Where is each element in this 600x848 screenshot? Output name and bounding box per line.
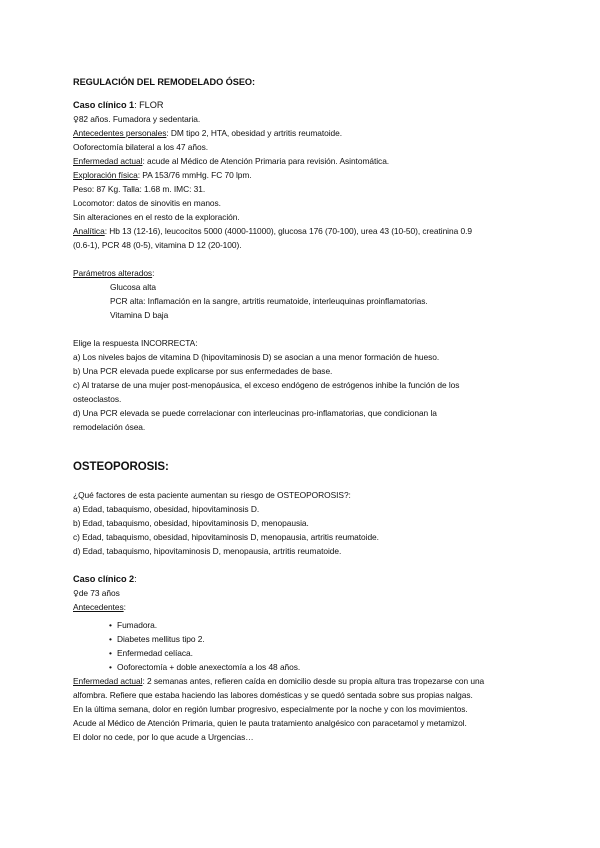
case1-heading-rest: : FLOR — [134, 100, 164, 110]
bullet-text: Ooforectomía + doble anexectomía a los 48 años. — [117, 662, 301, 672]
case1-age-text: 82 años. Fumadora y sedentaria. — [78, 114, 201, 124]
case2-antecedentes-label: Antecedentes — [73, 602, 124, 612]
exploracion-label: Exploración física — [73, 170, 138, 180]
case2-age-text: de 73 años — [78, 588, 120, 598]
page-title: REGULACIÓN DEL REMODELADO ÓSEO: — [73, 77, 256, 87]
question1-option-c-cont: osteoclastos. — [73, 394, 122, 404]
bullet-text: Diabetes mellitus tipo 2. — [117, 634, 205, 644]
osteoporosis-option-d: d) Edad, tabaquismo, hipovitaminosis D, menopausia, artritis reumatoide. — [73, 546, 342, 556]
case2-bullet-item — [109, 662, 300, 673]
osteoporosis-option-b: b) Edad, tabaquismo, obesidad, hipovitaminosis D, menopausia. — [73, 518, 309, 528]
bullet-icon: • — [109, 662, 112, 672]
case2-heading-colon: : — [134, 574, 137, 584]
bullet-icon: • — [109, 620, 112, 630]
case1-analitica — [73, 226, 472, 237]
female-symbol-icon: ♀ — [73, 589, 79, 598]
case2-antecedentes-colon: : — [123, 602, 126, 612]
parametro-item: PCR alta: Inflamación en la sangre, artritis reumatoide, interleuquinas proinflamatorias. — [110, 296, 428, 306]
female-symbol-icon: ♀ — [73, 115, 79, 124]
case2-bullet-item — [109, 620, 157, 631]
bullet-text: Enfermedad celíaca. — [117, 648, 193, 658]
case2-enfermedad — [73, 676, 484, 687]
osteoporosis-option-a: a) Edad, tabaquismo, obesidad, hipovitaminosis D. — [73, 504, 260, 514]
case1-heading-bold: Caso clínico 1 — [73, 100, 135, 110]
case1-heading — [73, 100, 163, 111]
question1-option-a: a) Los niveles bajos de vitamina D (hipovitaminosis D) se asocian a una menor formación de hueso. — [73, 352, 440, 362]
case1-antecedentes — [73, 128, 342, 139]
analitica-label: Analítica — [73, 226, 105, 236]
parametros-label: Parámetros alterados — [73, 268, 153, 278]
case2-bullet-item — [109, 648, 193, 659]
case2-text-line: Acude al Médico de Atención Primaria, quien le pauta tratamiento analgésico con paracetamol y metamizol. — [73, 718, 467, 728]
bullet-icon: • — [109, 634, 112, 644]
osteoporosis-option-c: c) Edad, tabaquismo, obesidad, hipovitaminosis D, menopausia, artritis reumatoide. — [73, 532, 379, 542]
parametro-item: Glucosa alta — [110, 282, 156, 292]
case2-bullet-item — [109, 634, 205, 645]
parametros-heading — [73, 268, 154, 279]
exploracion-text: : PA 153/76 mmHg. FC 70 lpm. — [137, 170, 252, 180]
case1-locomotor: Locomotor: datos de sinovitis en manos. — [73, 198, 221, 208]
case2-text-line: El dolor no cede, por lo que acude a Urgencias… — [73, 732, 254, 742]
bullet-icon: • — [109, 648, 112, 658]
case2-text-line: En la última semana, dolor en región lumbar progresivo, especialmente por la noche y con los movimientos. — [73, 704, 468, 714]
case2-enfermedad-text: : 2 semanas antes, refieren caída en domicilio desde su propia altura tras tropezarse con una — [142, 676, 485, 686]
case1-ooforectomia: Ooforectomía bilateral a los 47 años. — [73, 142, 209, 152]
case2-enfermedad-label: Enfermedad actual — [73, 676, 143, 686]
question1-prompt: Elige la respuesta INCORRECTA: — [73, 338, 198, 348]
parametro-item: Vitamina D baja — [110, 310, 169, 320]
antecedentes-label: Antecedentes personales — [73, 128, 167, 138]
question1-option-b: b) Una PCR elevada puede explicarse por sus enfermedades de base. — [73, 366, 333, 376]
question1-option-d: d) Una PCR elevada se puede correlacionar con interleucinas pro-inflamatorias, que condicionan la — [73, 408, 437, 418]
case2-antecedentes — [73, 602, 126, 613]
case2-age — [73, 588, 120, 599]
question1-option-d-cont: remodelación ósea. — [73, 422, 146, 432]
analitica-text: : Hb 13 (12-16), leucocitos 5000 (4000-11000), glucosa 176 (70-100), urea 43 (10-50), creatinina 0.9 — [104, 226, 472, 236]
case1-analitica-cont: (0.6-1), PCR 48 (0-5), vitamina D 12 (20-100). — [73, 240, 242, 250]
case1-enfermedad — [73, 156, 389, 167]
osteoporosis-prompt: ¿Qué factores de esta paciente aumentan su riesgo de OSTEOPOROSIS?: — [73, 490, 351, 500]
case2-heading-bold: Caso clínico 2 — [73, 574, 135, 584]
bullet-text: Fumadora. — [117, 620, 158, 630]
osteoporosis-title: OSTEOPOROSIS: — [73, 461, 169, 473]
enfermedad-text: : acude al Médico de Atención Primaria para revisión. Asintomática. — [142, 156, 390, 166]
case2-heading — [73, 574, 137, 585]
case2-text-line: alfombra. Refiere que estaba haciendo las labores domésticas y se quedó sentada sobre sus propias nalgas. — [73, 690, 473, 700]
case1-sin-alteraciones: Sin alteraciones en el resto de la exploración. — [73, 212, 240, 222]
question1-option-c: c) Al tratarse de una mujer post-menopáusica, el exceso endógeno de estrógenos inhibe la función de los — [73, 380, 460, 390]
case1-peso: Peso: 87 Kg. Talla: 1.68 m. IMC: 31. — [73, 184, 206, 194]
parametros-colon: : — [152, 268, 155, 278]
enfermedad-label: Enfermedad actual — [73, 156, 143, 166]
case1-age — [73, 114, 200, 125]
case1-exploracion — [73, 170, 252, 181]
antecedentes-text: : DM tipo 2, HTA, obesidad y artritis reumatoide. — [166, 128, 343, 138]
